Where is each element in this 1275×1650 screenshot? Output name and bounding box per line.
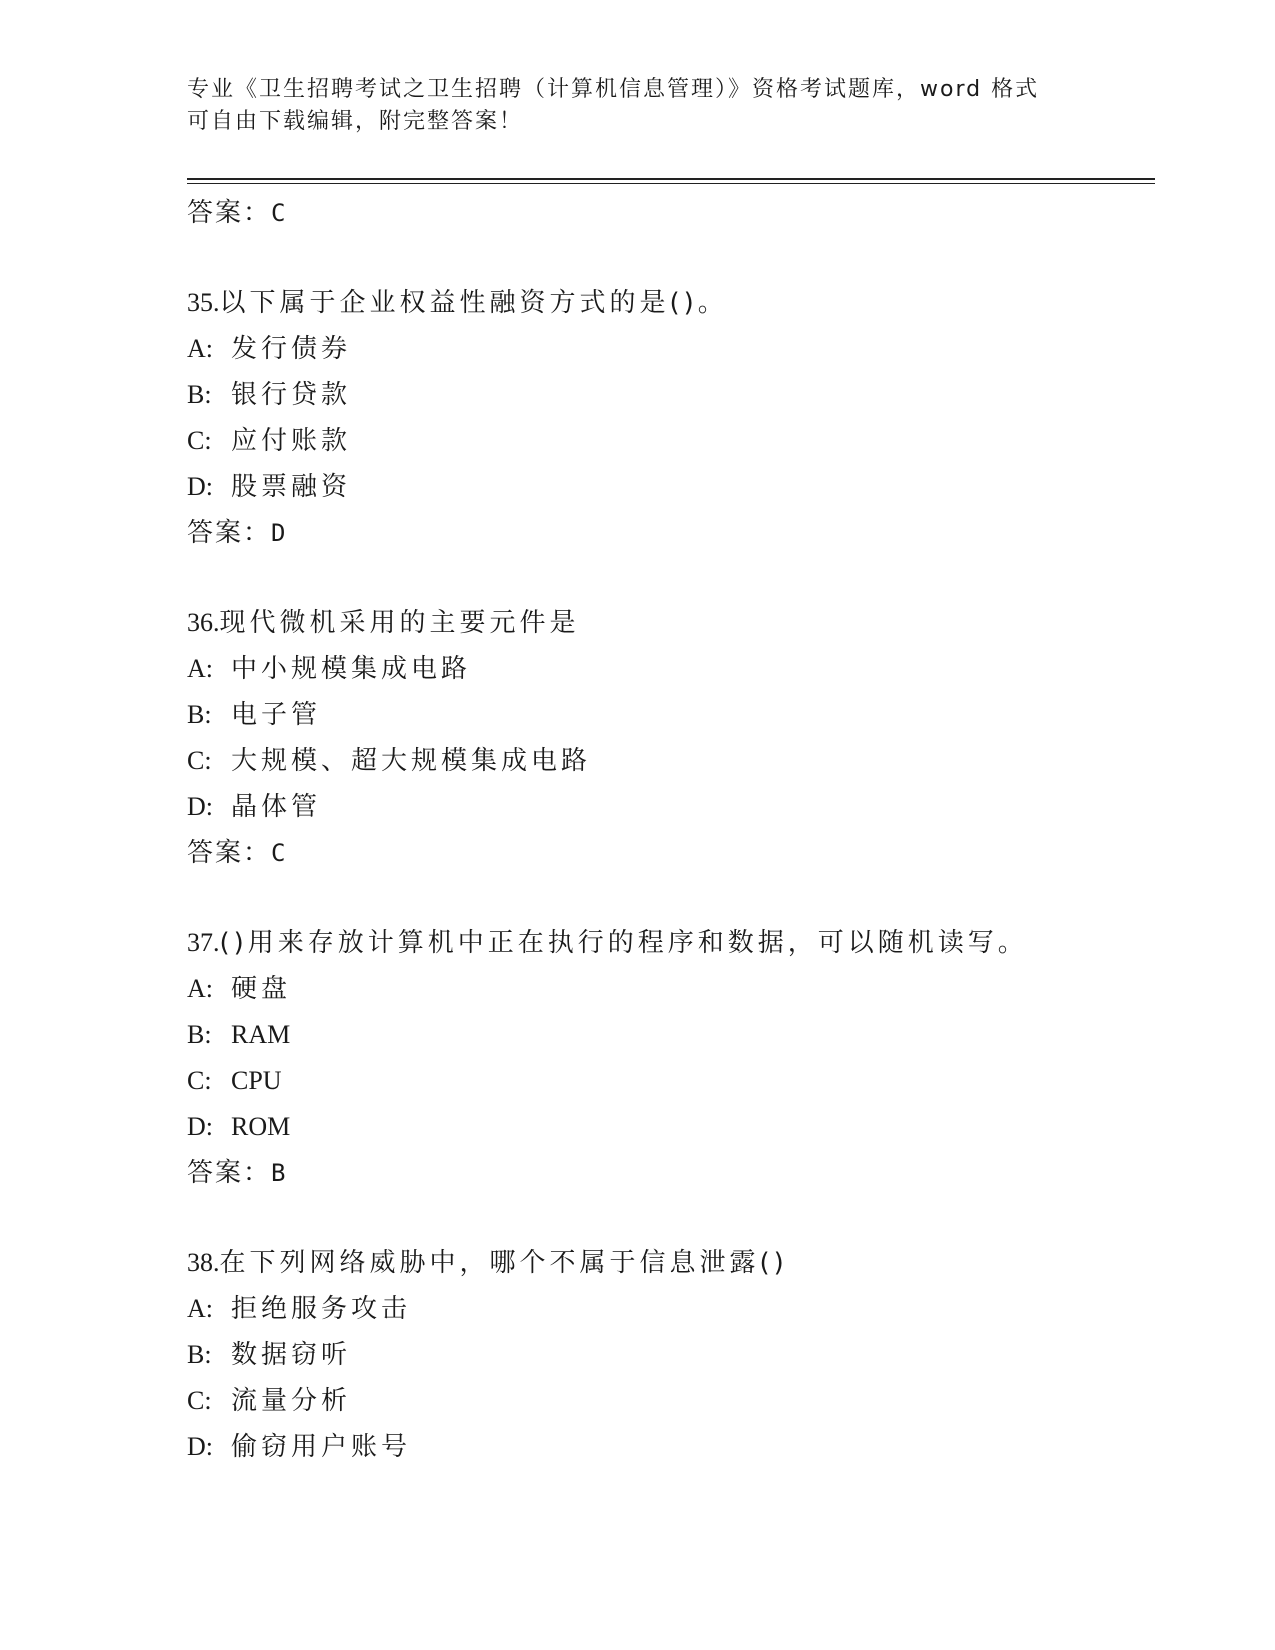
option-key: B: (187, 1020, 212, 1049)
answer-line (187, 830, 1147, 876)
option-key: C: (187, 1066, 212, 1095)
option-b (187, 1332, 1147, 1378)
question-block-38 (187, 1240, 1147, 1470)
option-key: D: (187, 792, 213, 821)
question-stem (187, 600, 1147, 646)
option-key: B: (187, 380, 212, 409)
answer-value: B (271, 1159, 288, 1187)
header-line-2: 可自由下载编辑，附完整答案！ (187, 109, 524, 134)
option-c (187, 1058, 1147, 1104)
option-c (187, 1378, 1147, 1424)
answer-value: D (271, 519, 288, 547)
answer-value: C (271, 839, 288, 867)
option-b (187, 372, 1147, 418)
option-d (187, 784, 1147, 830)
option-text: 大规模、超大规模集成电路 (231, 746, 592, 776)
option-key: D: (187, 1432, 213, 1461)
option-text: 硬盘 (231, 974, 292, 1004)
document-header (187, 74, 1087, 138)
header-divider-thick (187, 178, 1155, 180)
option-b (187, 692, 1147, 738)
option-key: A: (187, 974, 213, 1003)
question-number: 35. (187, 288, 220, 317)
option-c (187, 738, 1147, 784)
option-text: 股票融资 (231, 472, 352, 502)
option-text: RAM (231, 1020, 291, 1049)
option-text: ROM (231, 1112, 291, 1141)
option-key: A: (187, 654, 213, 683)
question-text: 以下属于企业权益性融资方式的是()。 (219, 288, 728, 318)
option-text: 应付账款 (231, 426, 352, 456)
option-text: CPU (231, 1066, 282, 1095)
document-body (187, 190, 1147, 1470)
option-d (187, 464, 1147, 510)
option-text: 电子管 (231, 700, 322, 730)
option-text: 银行贷款 (231, 380, 352, 410)
question-text: 现代微机采用的主要元件是 (219, 608, 580, 638)
option-a (187, 1286, 1147, 1332)
option-a (187, 966, 1147, 1012)
option-key: B: (187, 700, 212, 729)
option-a (187, 646, 1147, 692)
option-text: 偷窃用户账号 (231, 1432, 412, 1462)
answer-label: 答案： (187, 1158, 272, 1188)
option-a (187, 326, 1147, 372)
option-text: 发行债券 (231, 334, 352, 364)
question-number: 37. (187, 928, 220, 957)
option-text: 晶体管 (231, 792, 322, 822)
answer-line (187, 190, 1147, 236)
option-b (187, 1012, 1147, 1058)
option-text: 拒绝服务攻击 (231, 1294, 412, 1324)
option-key: A: (187, 334, 213, 363)
question-number: 36. (187, 608, 220, 637)
option-key: C: (187, 426, 212, 455)
option-c (187, 418, 1147, 464)
header-line-1: 专业《卫生招聘考试之卫生招聘（计算机信息管理）》资格考试题库，word 格式 (187, 77, 1040, 102)
option-key: C: (187, 746, 212, 775)
question-text: 在下列网络威胁中，哪个不属于信息泄露() (219, 1248, 788, 1278)
answer-label: 答案： (187, 838, 272, 868)
option-text: 流量分析 (231, 1386, 352, 1416)
option-text: 数据窃听 (231, 1340, 352, 1370)
option-key: B: (187, 1340, 212, 1369)
option-d (187, 1104, 1147, 1150)
question-number: 38. (187, 1248, 220, 1277)
question-text: ()用来存放计算机中正在执行的程序和数据，可以随机读写。 (219, 928, 1028, 958)
header-divider-thin (187, 183, 1155, 184)
question-stem (187, 1240, 1147, 1286)
answer-label: 答案： (187, 518, 272, 548)
option-text: 中小规模集成电路 (231, 654, 472, 684)
question-stem (187, 280, 1147, 326)
option-key: A: (187, 1294, 213, 1323)
option-key: D: (187, 1112, 213, 1141)
question-stem (187, 920, 1147, 966)
question-block-35 (187, 280, 1147, 556)
question-block-36 (187, 600, 1147, 876)
question-block-37 (187, 920, 1147, 1196)
answer-line (187, 510, 1147, 556)
option-d (187, 1424, 1147, 1470)
answer-label: 答案： (187, 198, 272, 228)
option-key: C: (187, 1386, 212, 1415)
option-key: D: (187, 472, 213, 501)
answer-line (187, 1150, 1147, 1196)
answer-value: C (271, 199, 288, 227)
